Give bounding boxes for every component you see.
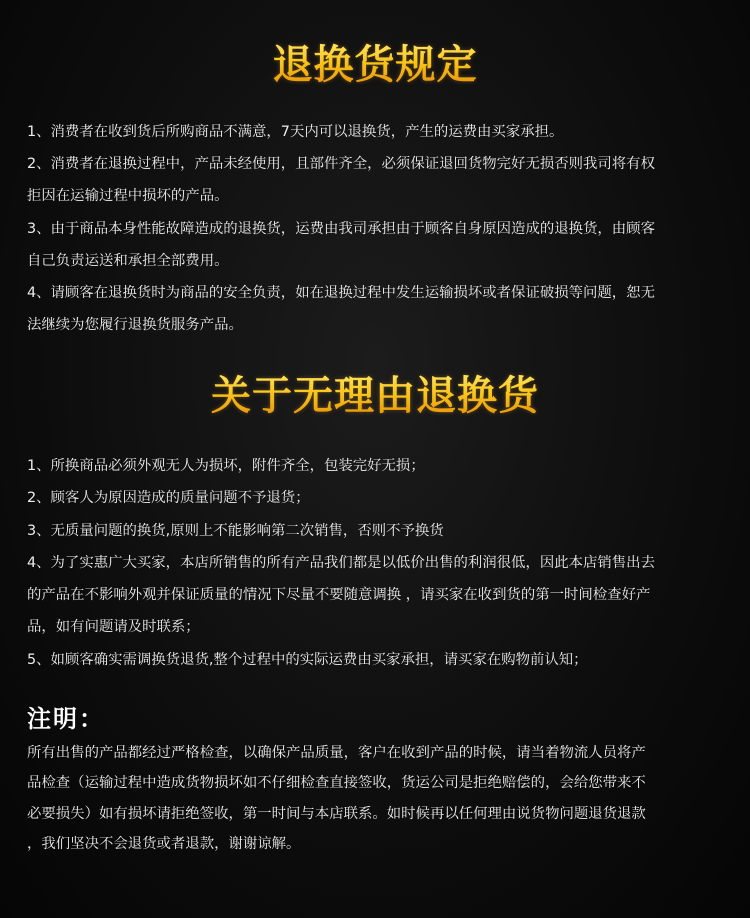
no-reason-return-title: 关于无理由退换货 (0, 371, 750, 421)
no-reason-return-line: 5、如顾客确实需调换货退货,整个过程中的实际运费由买家承担，请买家在购物前认知； (27, 651, 588, 668)
return-policy-line: 1、消费者在收到货后所购商品不满意，7天内可以退换货，产生的运费由买家承担。 (27, 124, 564, 140)
return-policy-title: 退换货规定 (0, 40, 750, 90)
no-reason-return-line: 的产品在不影响外观并保证质量的情况下尽量不要随意调换 ，请买家在收到货的第一时间检查好产 (27, 587, 651, 604)
no-reason-return-line: 2、顾客人为原因造成的质量问题不予退货； (27, 490, 310, 507)
no-reason-return-line: 3、无质量问题的换货,原则上不能影响第二次销售，否则不予换货 (27, 522, 444, 539)
no-reason-return-line: 品，如有问题请及时联系； (27, 619, 200, 636)
note-body (27, 738, 727, 860)
note-line: ，我们坚决不会退货或者退款，谢谢谅解。 (27, 836, 301, 853)
note-title: 注明： (27, 705, 105, 733)
return-policy-list (27, 116, 727, 341)
no-reason-return-list (27, 450, 727, 676)
return-policy-line: 2、消费者在退换过程中，产品未经使用，且部件齐全，必须保证退回货物完好无损否则我司将有权 (27, 156, 655, 173)
no-reason-return-line: 1、所换商品必须外观无人为损坏，附件齐全，包装完好无损； (27, 458, 425, 474)
return-policy-line: 法继续为您履行退换货服务产品。 (27, 317, 243, 334)
return-policy-line: 自己负责运送和承担全部费用。 (27, 252, 229, 269)
no-reason-return-line: 4、为了实惠广大买家，本店所销售的所有产品我们都是以低价出售的利润很低，因此本店销售出去 (27, 554, 655, 571)
note-line: 品检查（运输过程中造成货物损坏如不仔细检查直接签收，货运公司是拒绝赔偿的，会给您带来不 (27, 775, 646, 792)
return-policy-line: 拒因在运输过程中损坏的产品。 (27, 188, 229, 205)
note-line: 所有出售的产品都经过严格检查，以确保产品质量，客户在收到产品的时候，请当着物流人员将产 (27, 745, 646, 761)
return-policy-line: 3、由于商品本身性能故障造成的退换货，运费由我司承担由于顾客自身原因造成的退换货，由顾客 (27, 220, 655, 237)
note-line: 必要损失）如有损坏请拒绝签收，第一时间与本店联系。如时候再以任何理由说货物问题退货退款 (27, 805, 646, 822)
return-policy-line: 4、请顾客在退换货时为商品的安全负责，如在退换过程中发生运输损坏或者保证破损等问题，恕无 (27, 285, 655, 302)
